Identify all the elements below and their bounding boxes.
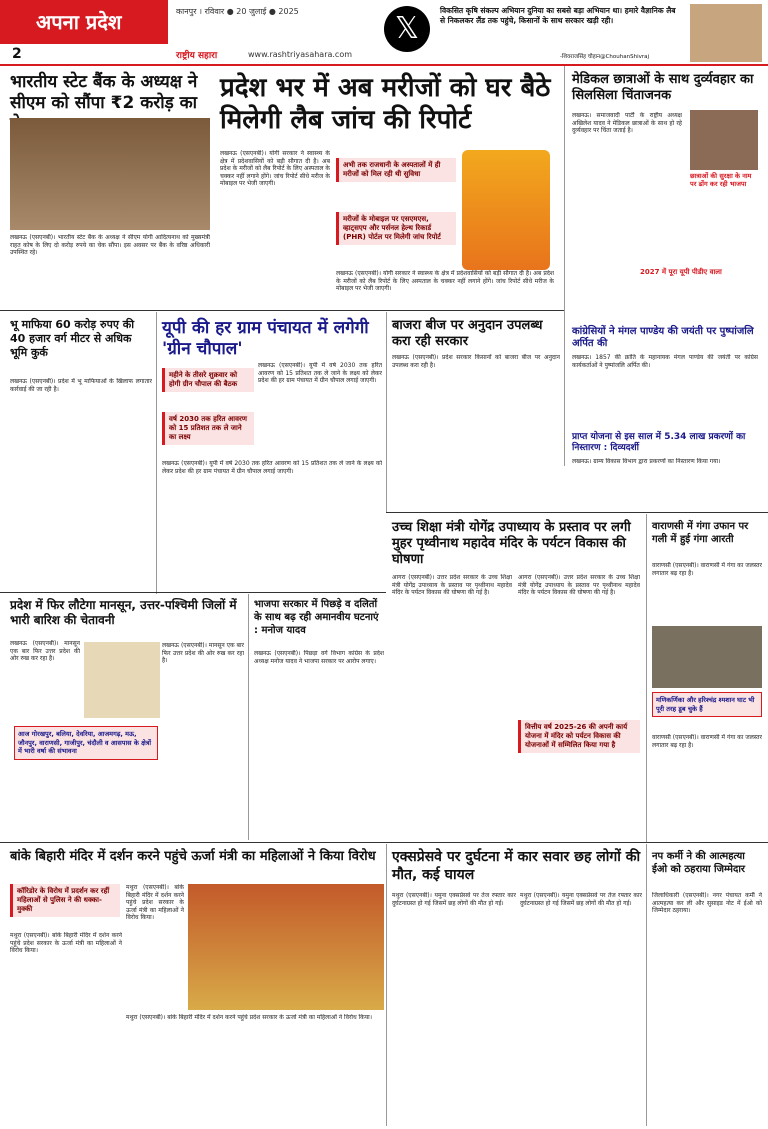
accident-body-2: मथुरा (एसएनबी)। यमुना एक्सप्रेसवे पर तेज रफ्तार कार दुर्घटनाग्रस्त हो गई जिसमें छह लोगों की मौत हो गई। [520,892,642,907]
medical-body: लखनऊ। समाजवादी पार्टी के राष्ट्रीय अध्यक्ष अखिलेश यादव ने मेडिकल छात्राओं के साथ हो रहे दुर्व्यवहार पर चिंता जताई है। [572,112,682,135]
banke-body-3: मथुरा (एसएनबी)। बांके बिहारी मंदिर में दर्शन करने पहुंचे प्रदेश सरकार के ऊर्जा मंत्री का महिलाओं ने विरोध किया। [126,1014,373,1021]
medical-headline: मेडिकल छात्राओं के साथ दुर्व्यवहार का सिलसिला चिंताजनक [572,72,754,103]
rule-1 [0,310,564,311]
lab-body: लखनऊ (एसएनबी)। योगी सरकार ने स्वास्थ्य के क्षेत्र में प्रदेशवासियों को बड़ी सौगात दी है। अब प्रदेश के मरीजों को लैब रिपोर्ट के लिए अस्पताल के चक्कर नहीं लगाने होंगे। जांच रिपोर्ट सीधे मरीज के मोबाइल पर भेजी जाएगी। [220,150,330,188]
accident-body: मथुरा (एसएनबी)। यमुना एक्सप्रेसवे पर तेज रफ्तार कार दुर्घटनाग्रस्त हो गई जिसमें छह लोगों की मौत हो गई। [392,892,516,907]
yogendra-headline: उच्च शिक्षा मंत्री योगेंद्र उपाध्याय के प्रस्ताव पर लगी मुहर पृथ्वीनाथ महादेव मंदिर के पर्यटन विकास की घोषणा [392,520,631,567]
yogendra-body-2: आगरा (एसएनबी)। उत्तर प्रदेश सरकार के उच्च शिक्षा मंत्री योगेंद्र उपाध्याय के प्रस्ताव पर पृथ्वीनाथ महादेव मंदिर के पर्यटन विकास की घोषणा की गई है। [518,574,640,597]
col-rule-d [646,514,647,842]
website-url: www.rashtriyasahara.com [248,50,353,59]
col-rule-f [646,844,647,1126]
col-rule-e [386,844,387,1126]
lab-body-2: लखनऊ (एसएनबी)। योगी सरकार ने स्वास्थ्य के क्षेत्र में प्रदेशवासियों को बड़ी सौगात दी है। अब प्रदेश के मरीजों को लैब रिपोर्ट के लिए अस्पताल के चक्कर नहीं लगाने होंगे। जांच रिपोर्ट सीधे मरीज के मोबाइल पर भेजी जाएगी। [336,270,554,293]
col-rule-b [386,312,387,512]
dateline: कानपुर । रविवार ● 20 जुलाई ● 2025 [176,7,299,16]
seed-body: लखनऊ (एसएनबी)। प्रदेश सरकार किसानों को बाजरा बीज पर अनुदान उपलब्ध करा रही है। [392,354,560,369]
yogendra-box: वित्तीय वर्ष 2025-26 की अपनी कार्य योजना में मंदिर को पर्यटन विकास की योजनाओं में सम्मिलित किया गया है [518,720,640,753]
rule-2 [386,512,768,513]
banke-body-2: मथुरा (एसएनबी)। बांके बिहारी मंदिर में दर्शन करने पहुंचे प्रदेश सरकार के ऊर्जा मंत्री का महिलाओं ने विरोध किया। [126,884,184,922]
accident-headline: एक्सप्रेसवे पर दुर्घटना में कार सवार छह लोगों की मौत, कई घायल [392,849,641,883]
rain-headline: प्रदेश में फिर लौटेगा मानसून, उत्तर-पश्चिमी जिलों में भारी बारिश की चेतावनी [10,598,237,627]
page-number: 2 [12,46,22,62]
suicide-body: जिलाधिकारी (एसएनबी)। नगर पंचायत कर्मी ने आत्महत्या कर ली और सुसाइड नोट में ईओ को जिम्मेदार ठहराया। [652,892,762,915]
banke-box: कॉरिडोर के विरोध में प्रदर्शन कर रहीं महिलाओं से पुलिस ने की धक्का-मुक्की [10,884,120,917]
banke-headline: बांके बिहारी मंदिर में दर्शन करने पहुंचे ऊर्जा मंत्री का महिलाओं ने किया विरोध [10,849,376,864]
x-logo-icon: 𝕏 [384,6,430,52]
lab-bullet-2: मरीजों के मोबाइल पर एसएमएस, व्हाट्सएप और पर्सनल हेल्थ रिकार्ड (PHR) पोर्टल पर मिलेगी जांच रिपोर्ट [336,212,456,245]
akhilesh-photo [690,110,758,170]
ad-sign: -शिवराजसिंह चौहान@ChouhanShivraj [560,54,650,60]
bjp-headline: भाजपा सरकार में पिछड़े व दलितों के साथ बढ़ रही अमानवीय घटनाएं : मनोज यादव [254,599,379,636]
chaupal-bullet-1: महीने के तीसरे शुक्रवार को होगी ग्रीन चौपाल की बैठक [162,368,254,392]
varanasi-body-2: वाराणसी (एसएनबी)। वाराणसी में गंगा का जलस्तर लगातार बढ़ रहा है। [652,734,762,749]
sbi-headline: भारतीय स्टेट बैंक के अध्यक्ष ने सीएम को सौंपा ₹2 करोड़ का [10,72,198,113]
rain-body-2: लखनऊ (एसएनबी)। मानसून एक बार फिर उत्तर प्रदेश की ओर रुख कर रहा है। [162,642,244,665]
chaupal-bullet-2: वर्ष 2030 तक हरित आवरण को 15 प्रतिशत तक ले जाने का लक्ष्य [162,412,254,445]
ad-text: विकसित कृषि संकल्प अभियान दुनिया का सबसे बड़ा अभियान था। हमारे वैज्ञानिक लैब से निकलकर लैंड तक पहुंचे, किसानों के साथ सरकार खड़ी रही। [440,6,676,25]
medical-caption: छात्राओं की सुरक्षा के नाम पर ढोंग कर रही भाजपा [690,172,752,188]
pension2-body: लखनऊ। ग्राम्य विकास विभाग द्वारा प्रकरणों का निस्तारण किया गया। [572,458,721,465]
chaupal-headline: यूपी की हर ग्राम पंचायत में लगेगी 'ग्रीन चौपाल' [162,318,369,359]
pension2-headline: प्राप्त योजना से इस साल में 5.34 लाख प्रकरणों का निस्तारण : दिव्यदर्शी [572,432,746,453]
rain-box: आज गोरखपुर, बलिया, देवरिया, आजमगढ़, मऊ, जौनपुर, वाराणसी, गाजीपुर, चंदौली व आसपास के क्षेत्रों में भारी वर्षा की संभावना [14,726,158,760]
chaupal-body-2: लखनऊ (एसएनबी)। यूपी में वर्ष 2030 तक हरित आवरण को 15 प्रतिशत तक ले जाने के लक्ष्य को लेकर प्रदेश की हर ग्राम पंचायत में ग्रीन चौपाल लगाई जाएगी। [162,460,382,475]
rule-3 [0,592,386,593]
varanasi-body: वाराणसी (एसएनबी)। वाराणसी में गंगा का जलस्तर लगातार बढ़ रहा है। [652,562,762,577]
suicide-headline: नप कर्मी ने की आत्महत्या ईओ को ठहराया जिम्मेदार [652,851,746,875]
varanasi-box: मणिकर्णिका और हरिश्चंद्र श्मशान घाट भी पूरी तरह डूब चुके हैं [652,692,762,717]
chaupal-body: लखनऊ (एसएनबी)। यूपी में वर्ष 2030 तक हरित आवरण को 15 प्रतिशत तक ले जाने के लक्ष्य को लेकर प्रदेश की हर ग्राम पंचायत में ग्रीन चौपाल लगाई जाएगी। [258,362,382,385]
section-title: अपना प्रदेश [36,10,122,34]
pension-headline: कांग्रेसियों ने मंगल पाण्डेय की जयंती पर पुष्पांजलि अर्पित की [572,326,754,349]
bjp-body: लखनऊ (एसएनबी)। पिछड़ा वर्ग विभाग कांग्रेस के प्रदेश अध्यक्ष मनोज यादव ने भाजपा सरकार पर आरोप लगाए। [254,650,384,665]
sbi-photo [10,118,210,230]
masthead-rule [0,64,768,66]
right-col-rule [564,66,565,466]
rain-map [84,642,160,718]
col-rule-a [156,312,157,594]
banke-body: मथुरा (एसएनबी)। बांके बिहारी मंदिर में दर्शन करने पहुंचे प्रदेश सरकार के ऊर्जा मंत्री का महिलाओं ने विरोध किया। [10,932,122,955]
lab-headline: प्रदेश भर में अब मरीजों को घर बैठे मिलेगी लैब जांच की रिपोर्ट [220,73,551,135]
yogendra-body: आगरा (एसएनबी)। उत्तर प्रदेश सरकार के उच्च शिक्षा मंत्री योगेंद्र उपाध्याय के प्रस्ताव पर पृथ्वीनाथ महादेव मंदिर के पर्यटन विकास की घोषणा की गई है। [392,574,512,597]
paper-logo: राष्ट्रीय सहारा [176,51,218,61]
rule-4 [0,842,768,843]
shivraj-photo [690,4,762,62]
varanasi-headline: वाराणसी में गंगा उफान पर गली में हुई गंगा आरती [652,521,749,545]
col-rule-c [248,594,249,840]
lab-bullet-1: अभी तक राजधानी के अस्पतालों में ही मरीजों को मिल रही थी सुविधा [336,158,456,182]
sbi-body: लखनऊ (एसएनबी)। भारतीय स्टेट बैंक के अध्यक्ष ने सीएम योगी आदित्यनाथ को मुख्यमंत्री राहत कोष के लिए दो करोड़ रुपये का चेक सौंपा। इस अवसर पर बैंक के वरिष्ठ अधिकारी उपस्थित रहे। [10,234,210,257]
lab-phone-photo [462,150,550,270]
mafia-headline: भू माफिया 60 करोड़ रुपए की 40 हजार वर्ग मीटर से अधिक भूमि कुर्क [10,318,135,359]
mafia-body: लखनऊ (एसएनबी)। प्रदेश में भू माफियाओं के खिलाफ लगातार कार्रवाई की जा रही है। [10,378,152,393]
medical-subhead: 2027 में पूरा यूपी पीडीए वाला [640,268,722,276]
varanasi-photo [652,626,762,688]
rain-body: लखनऊ (एसएनबी)। मानसून एक बार फिर उत्तर प्रदेश की ओर रुख कर रहा है। [10,640,80,663]
seed-headline: बाजरा बीज पर अनुदान उपलब्ध करा रही सरकार [392,318,543,349]
pension-body: लखनऊ। 1857 की क्रांति के महानायक मंगल पाण्डेय की जयंती पर कांग्रेस कार्यकर्ताओं ने पुष्पांजलि अर्पित की। [572,354,758,369]
banke-photo [188,884,384,1010]
